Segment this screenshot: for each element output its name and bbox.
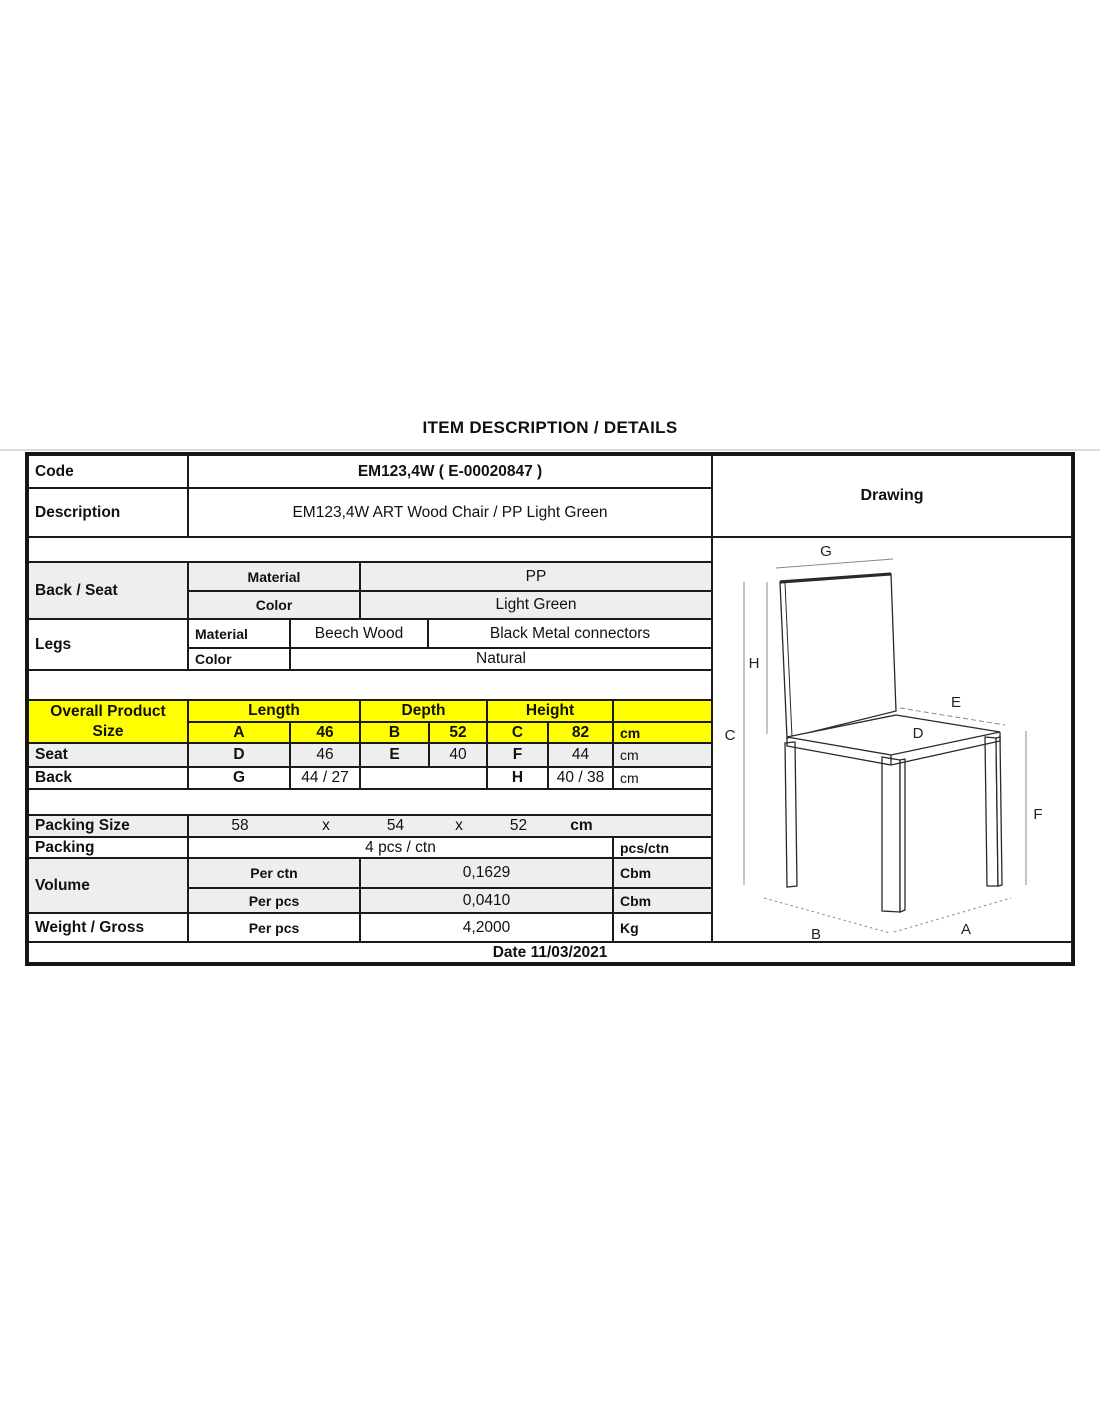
legs-material-value-2: Black Metal connectors [428,619,712,648]
legs-color-value: Natural [290,648,712,670]
drawing-label-F: F [1033,806,1043,823]
drawing-label-G: G [820,543,832,560]
drawing-label-H: H [748,655,760,672]
overall-depth-key: B [360,722,429,743]
code-label: Code [28,455,188,488]
chair-front-leg-side [900,759,905,912]
seat-height-key: F [487,743,548,767]
description-value: EM123,4W ART Wood Chair / PP Light Green [188,488,712,537]
volume-per-pcs-value: 0,0410 [360,888,613,913]
packing-value: 4 pcs / ctn [188,837,613,858]
dim-line-G [776,559,893,568]
back-length-value: 44 / 27 [290,767,360,789]
weight-value: 4,2000 [360,913,613,942]
back-unit: cm [613,767,712,789]
chair-front-leg [882,757,900,912]
back-seat-material-label: Material [188,562,360,591]
page-title: ITEM DESCRIPTION / DETAILS [422,418,678,437]
weight-unit: Kg [613,913,712,942]
seat-row-label: Seat [28,743,188,767]
spacer-row [28,537,712,562]
chair-drawing [713,538,1073,943]
seat-depth-key: E [360,743,429,767]
back-height-value: 40 / 38 [548,767,613,789]
legs-material-label: Material [188,619,290,648]
legs-color-label: Color [188,648,290,670]
overall-size-label [28,700,188,743]
overall-unit: cm [613,722,712,743]
volume-per-ctn-unit: Cbm [613,858,712,888]
drawing-label-A: A [960,921,972,938]
seat-depth-value: 40 [429,743,487,767]
chair-backrest [780,574,896,738]
divider-rule [0,449,1100,451]
drawing-label-B: B [810,926,822,943]
drawing-label-E: E [950,694,962,711]
overall-size-label-line1: Overall Product [50,703,166,721]
date-row: Date 11/03/2021 [28,942,1072,963]
dim-line-B [764,898,890,933]
dim-line-A [894,898,1011,932]
seat-length-value: 46 [290,743,360,767]
overall-length-key: A [188,722,290,743]
packing-size-values [188,815,712,837]
seat-unit: cm [613,743,712,767]
length-header: Length [188,700,360,722]
overall-size-label-line2: Size [92,722,124,740]
overall-height-key: C [487,722,548,743]
depth-header: Depth [360,700,487,722]
height-header: Height [487,700,613,722]
volume-per-ctn-value: 0,1629 [360,858,613,888]
drawing-header: Drawing [712,455,1072,537]
back-seat-label: Back / Seat [28,562,188,619]
spec-table [28,455,1072,963]
back-row-label: Back [28,767,188,789]
volume-per-pcs-label: Per pcs [188,888,360,913]
drawing-label-D: D [912,725,924,742]
back-seat-color-label: Color [188,591,360,619]
description-label: Description [28,488,188,537]
spacer-row [28,670,712,700]
back-height-key: H [487,767,548,789]
seat-height-value: 44 [548,743,613,767]
size-header-empty [613,700,712,722]
overall-length-value: 46 [290,722,360,743]
legs-material-value-1: Beech Wood [290,619,428,648]
packing-size-v1: 58 [231,817,249,834]
packing-unit: pcs/ctn [613,837,712,858]
seat-length-key: D [188,743,290,767]
volume-per-pcs-unit: Cbm [613,888,712,913]
chair-left-leg [785,742,797,887]
overall-depth-value: 52 [429,722,487,743]
back-length-key: G [188,767,290,789]
code-value: EM123,4W ( E-00020847 ) [188,455,712,488]
drawing-cell [712,537,1072,942]
packing-size-label: Packing Size [28,815,188,837]
packing-size-x2: x [455,817,463,834]
back-seat-material-value: PP [360,562,712,591]
volume-label: Volume [28,858,188,913]
packing-size-v3: 52 [509,817,528,834]
packing-size-v2: 54 [386,817,405,834]
back-seat-color-value: Light Green [360,591,712,619]
packing-size-unit: cm [570,817,593,834]
volume-per-ctn-label: Per ctn [188,858,360,888]
legs-label: Legs [28,619,188,670]
spacer-row [28,789,712,815]
drawing-label-C: C [724,727,736,744]
weight-per-pcs-label: Per pcs [188,913,360,942]
overall-height-value: 82 [548,722,613,743]
back-depth-empty [360,767,487,789]
packing-label: Packing [28,837,188,858]
weight-label: Weight / Gross [28,913,188,942]
packing-size-x1: x [322,817,330,834]
